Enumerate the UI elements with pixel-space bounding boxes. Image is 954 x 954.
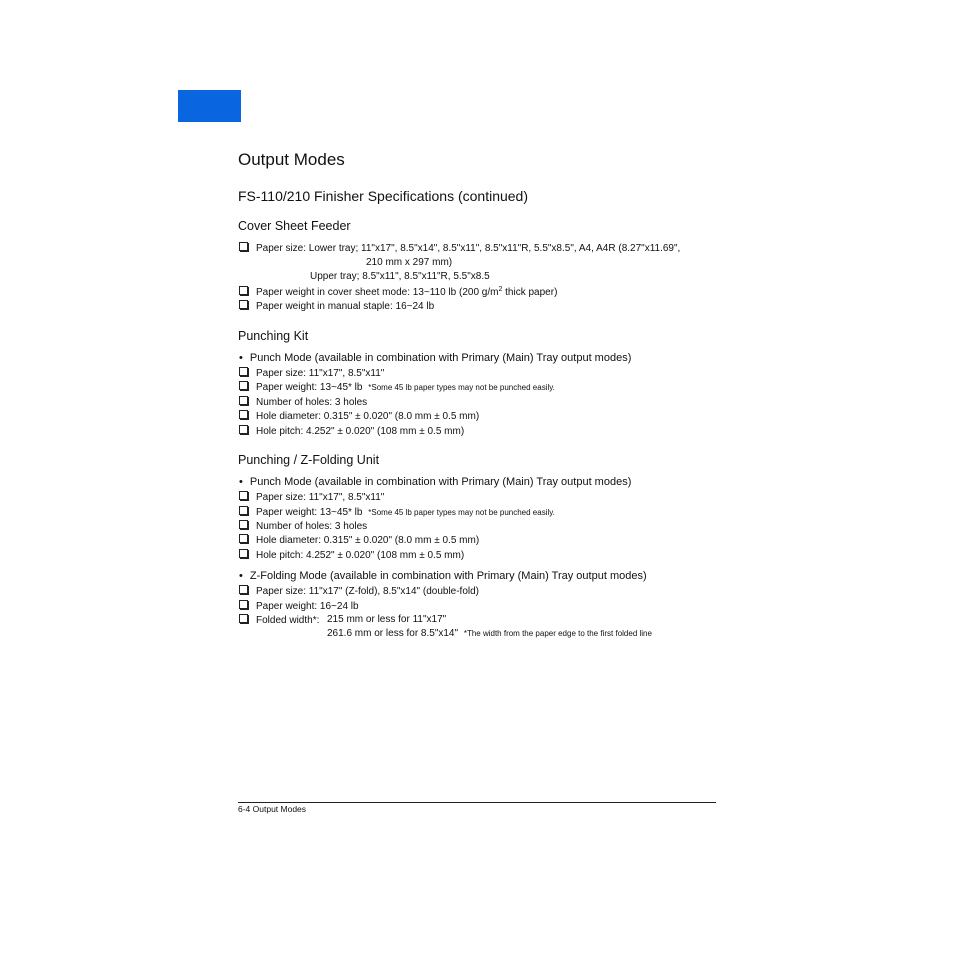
pk-holes: Number of holes: 3 holes	[256, 397, 368, 408]
zf-holes: Number of holes: 3 holes	[256, 521, 368, 532]
checkbox-bullet-icon	[239, 534, 248, 543]
bullet-dot-icon: •	[239, 570, 243, 582]
list-item	[238, 520, 367, 532]
list-item	[238, 410, 479, 422]
list-item	[238, 585, 479, 597]
list-item	[238, 506, 555, 518]
checkbox-bullet-icon	[239, 549, 248, 558]
checkbox-bullet-icon	[239, 242, 248, 251]
list-item	[238, 534, 479, 546]
section-title: FS-110/210 Finisher Specifications (continued)	[238, 188, 529, 204]
pk-paper-size: Paper size: 11"x17", 8.5"x11"	[256, 368, 385, 379]
checkbox-bullet-icon	[239, 600, 248, 609]
cover-sheet-feeder-heading: Cover Sheet Feeder	[238, 219, 351, 233]
zfold-paper-size: Paper size: 11"x17" (Z-fold), 8.5"x14" (double-fold)	[256, 586, 480, 597]
checkbox-bullet-icon	[239, 396, 248, 405]
checkbox-bullet-icon	[239, 367, 248, 376]
list-item	[238, 491, 384, 503]
list-item	[238, 549, 464, 561]
list-item	[238, 300, 434, 312]
zfold-paper-weight: Paper weight: 16~24 lb	[256, 601, 359, 612]
superscript: 2	[498, 286, 503, 293]
zf-weight-note: *Some 45 lb paper types may not be punched easily.	[368, 508, 555, 517]
list-item	[238, 600, 359, 612]
bullet-dot-icon: •	[239, 352, 243, 364]
checkbox-bullet-icon	[239, 520, 248, 529]
zf-hole-pitch: Hole pitch: 4.252" ± 0.020" (108 mm ± 0.5 mm)	[256, 550, 465, 561]
folded-width-label: Folded width*:	[256, 615, 320, 626]
list-item	[238, 242, 680, 254]
cover-weight-text: Paper weight in cover sheet mode: 13~110 lb (200 g/m	[256, 287, 499, 298]
list-item	[238, 396, 367, 408]
pk-hole-pitch: Hole pitch: 4.252" ± 0.020" (108 mm ± 0.5 mm)	[256, 426, 465, 437]
list-item	[238, 286, 557, 298]
page-footer: 6-4 Output Modes	[238, 804, 307, 814]
list-item	[238, 570, 647, 582]
checkbox-bullet-icon	[239, 381, 248, 390]
checkbox-bullet-icon	[239, 614, 248, 623]
list-item	[238, 476, 631, 488]
cover-paper-size-line1: Paper size: Lower tray; 11"x17", 8.5"x14", 8.5"x11", 8.5"x11"R, 5.5"x8.5", A4, A4R (8.27"x11.69",	[256, 243, 681, 254]
folded-width-note: *The width from the paper edge to the first folded line	[463, 629, 652, 638]
checkbox-bullet-icon	[239, 506, 248, 515]
checkbox-bullet-icon	[239, 410, 248, 419]
pk-paper-weight: Paper weight: 13~45* lb	[256, 382, 363, 393]
zf-paper-weight: Paper weight: 13~45* lb	[256, 507, 363, 518]
zf-paper-size: Paper size: 11"x17", 8.5"x11"	[256, 492, 385, 503]
pk-weight-note: *Some 45 lb paper types may not be punched easily.	[368, 383, 555, 392]
zfold-mode-text: Z-Folding Mode (available in combination with Primary (Main) Tray output modes)	[249, 570, 647, 582]
page-title: Output Modes	[238, 150, 345, 169]
list-item	[238, 367, 384, 379]
bullet-dot-icon: •	[239, 476, 243, 488]
cover-paper-size-line2: 210 mm x 297 mm)	[366, 257, 453, 268]
checkbox-bullet-icon	[239, 300, 248, 309]
zf-hole-diameter: Hole diameter: 0.315" ± 0.020" (8.0 mm ± 0.5 mm)	[256, 535, 480, 546]
checkbox-bullet-icon	[239, 491, 248, 500]
punching-zfold-heading: Punching / Z-Folding Unit	[238, 453, 380, 467]
zf-punch-mode-text: Punch Mode (available in combination with Primary (Main) Tray output modes)	[249, 476, 632, 488]
list-item	[238, 352, 631, 364]
list-item	[238, 425, 464, 437]
cover-paper-size-line3: Upper tray; 8.5"x11", 8.5"x11"R, 5.5"x8.5	[310, 271, 490, 282]
checkbox-bullet-icon	[239, 286, 248, 295]
list-item	[238, 381, 555, 393]
folded-width-row-2	[327, 628, 652, 639]
checkbox-bullet-icon	[239, 425, 248, 434]
cover-weight-text-end: thick paper)	[502, 287, 558, 298]
pk-hole-diameter: Hole diameter: 0.315" ± 0.020" (8.0 mm ± 0.5 mm)	[256, 411, 480, 422]
punch-mode-text: Punch Mode (available in combination with Primary (Main) Tray output modes)	[249, 352, 632, 364]
punching-kit-heading: Punching Kit	[238, 329, 309, 343]
list-item	[238, 614, 319, 626]
footer-divider	[238, 802, 716, 803]
checkbox-bullet-icon	[239, 585, 248, 594]
manual-staple-weight: Paper weight in manual staple: 16~24 lb	[256, 301, 435, 312]
folded-width-value-1: 215 mm or less for 11"x17"	[327, 614, 447, 625]
folded-width-value-2: 261.6 mm or less for 8.5"x14"	[327, 628, 459, 639]
chapter-tab-marker	[178, 90, 241, 122]
